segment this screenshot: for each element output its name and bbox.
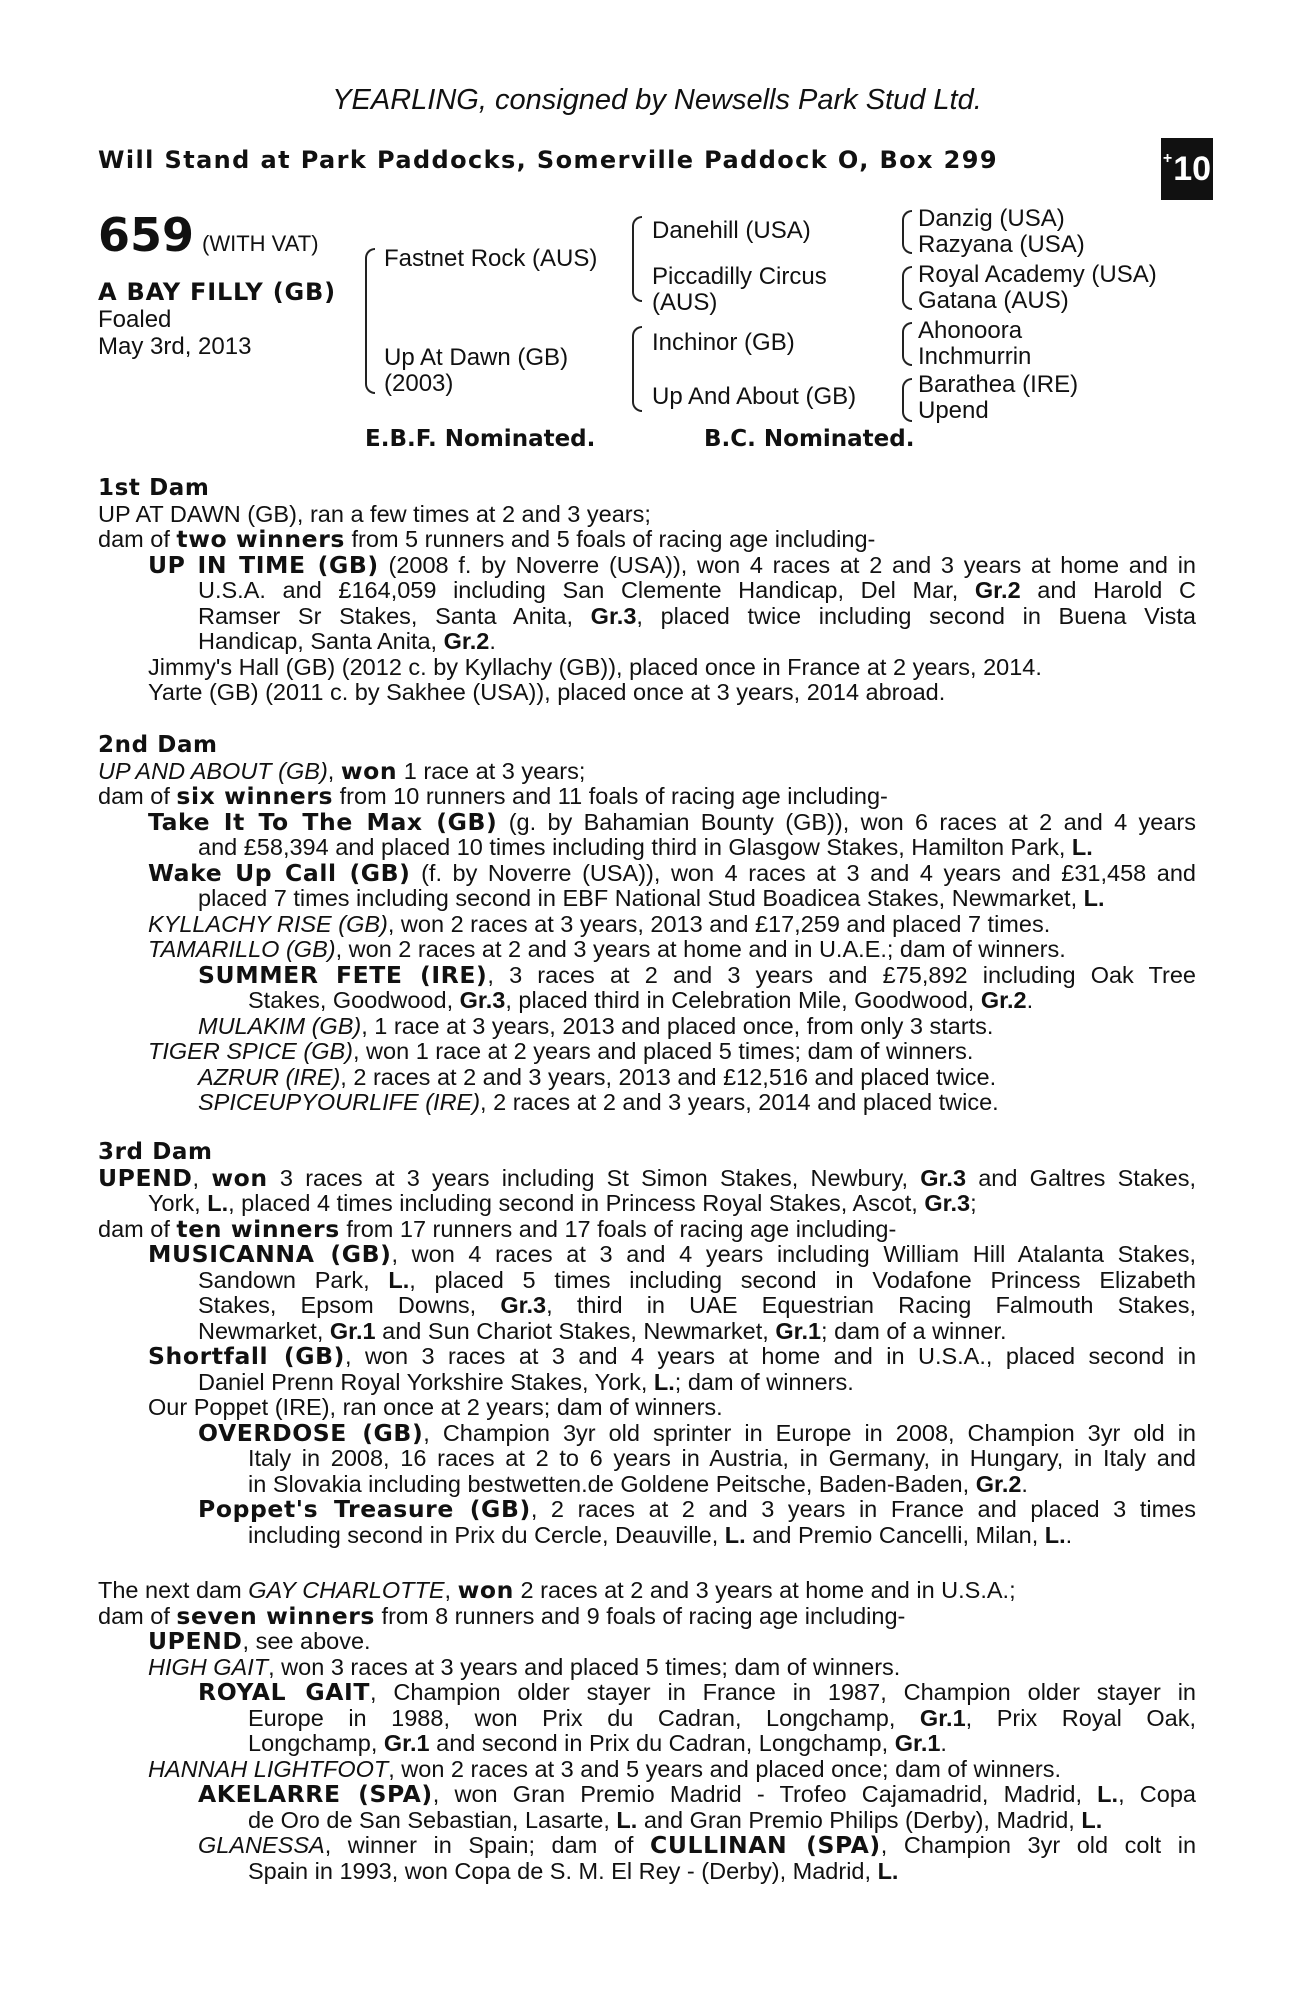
progeny-line: TIGER SPICE (GB), won 1 race at 2 years and placed 5 times; dam of winners.	[148, 1039, 974, 1064]
stand-location: Will Stand at Park Paddocks, Somerville Paddock O, Box 299	[98, 146, 998, 174]
progeny-line: AZRUR (IRE), 2 races at 2 and 3 years, 2013 and £12,516 and placed twice.	[198, 1064, 997, 1090]
dam-line: York, L., placed 4 times including second in Princess Royal Stakes, Ascot, Gr.3;	[148, 1191, 977, 1216]
pedigree-brace-1	[365, 248, 375, 394]
second-dam-section	[98, 733, 1196, 1116]
dam-line: UP AND ABOUT (GB), won 1 race at 3 years;	[98, 758, 586, 784]
section-heading: 3rd Dam	[98, 1140, 213, 1165]
progeny-line: Daniel Prenn Royal Yorkshire Stakes, York, L.; dam of winners.	[198, 1369, 854, 1395]
progeny-line: KYLLACHY RISE (GB), won 2 races at 3 years, 2013 and £17,259 and placed 7 times.	[148, 911, 1051, 937]
progeny-line: and £58,394 and placed 10 times including third in Glasgow Stakes, Hamilton Park, L.	[198, 835, 1093, 860]
dam-line: UPEND, won 3 races at 3 years including St Simon Stakes, Newbury, Gr.3 and Galtres Stakes,	[98, 1165, 1196, 1191]
progeny-line: MULAKIM (GB), 1 race at 3 years, 2013 and placed once, from only 3 starts.	[198, 1013, 994, 1039]
progeny-line: GLANESSA, winner in Spain; dam of CULLINAN (SPA), Champion 3yr old colt in	[198, 1833, 1196, 1859]
grandsire-3: Ahonoora	[918, 317, 1023, 344]
bc-nominated: B.C. Nominated.	[704, 426, 915, 452]
progeny-line: Italy in 2008, 16 races at 2 to 6 years in Austria, in Germany, in Hungary, in Italy and	[248, 1446, 1196, 1471]
progeny-line: Wake Up Call (GB) (f. by Noverre (USA)), won 4 races at 3 and 4 years and £31,458 and	[148, 860, 1196, 886]
progeny-line: Stakes, Goodwood, Gr.3, placed third in Celebration Mile, Goodwood, Gr.2.	[248, 988, 1034, 1013]
lot-number-value: 659	[98, 208, 195, 262]
progeny-line: placed 7 times including second in EBF National Stud Boadicea Stakes, Newmarket, L.	[198, 886, 1105, 911]
sire-dam: Piccadilly Circus	[652, 263, 827, 290]
lot-badge	[1161, 138, 1213, 200]
pedigree-brace-2	[632, 216, 642, 302]
grandsire-4: Barathea (IRE)	[918, 371, 1079, 398]
badge-plus: +	[1162, 150, 1173, 167]
progeny-line: OVERDOSE (GB), Champion 3yr old sprinter in Europe in 2008, Champion 3yr old in	[198, 1420, 1196, 1446]
grandsire-1: Danzig (USA)	[918, 205, 1065, 232]
progeny-line: Stakes, Epsom Downs, Gr.3, third in UAE Equestrian Racing Falmouth Stakes,	[198, 1293, 1196, 1318]
progeny-line: U.S.A. and £164,059 including San Clemente Handicap, Del Mar, Gr.2 and Harold C	[198, 578, 1196, 603]
progeny-line: Newmarket, Gr.1 and Sun Chariot Stakes, Newmarket, Gr.1; dam of a winner.	[198, 1318, 1007, 1344]
progeny-line: in Slovakia including bestwetten.de Goldene Peitsche, Baden-Baden, Gr.2.	[248, 1471, 1028, 1497]
dam-line: dam of seven winners from 8 runners and 9 foals of racing age including-	[98, 1603, 906, 1629]
dam-line: The next dam GAY CHARLOTTE, won 2 races at 2 and 3 years at home and in U.S.A.;	[98, 1578, 1016, 1604]
grandsire-2: Royal Academy (USA)	[918, 261, 1157, 288]
lot-number	[98, 208, 319, 262]
progeny-line: UPEND, see above.	[148, 1629, 371, 1655]
section-heading: 2nd Dam	[98, 733, 218, 758]
dam-sire: Inchinor (GB)	[652, 329, 795, 356]
badge-number: 10	[1173, 149, 1212, 188]
dam-line: dam of ten winners from 17 runners and 17 foals of racing age including-	[98, 1216, 897, 1242]
foaled-date: May 3rd, 2013	[98, 333, 252, 360]
granddam-3: Inchmurrin	[918, 343, 1032, 370]
progeny-line: Take It To The Max (GB) (g. by Bahamian Bounty (GB)), won 6 races at 2 and 4 years	[148, 809, 1196, 835]
progeny-line: UP IN TIME (GB) (2008 f. by Noverre (USA)), won 4 races at 2 and 3 years at home and in	[148, 552, 1196, 578]
granddam-4: Upend	[918, 397, 989, 424]
progeny-line: Europe in 1988, won Prix du Cadran, Longchamp, Gr.1, Prix Royal Oak,	[248, 1705, 1196, 1731]
dam-line: dam of two winners from 5 runners and 5 foals of racing age including-	[98, 527, 876, 553]
vat-label: (WITH VAT)	[202, 231, 319, 256]
progeny-line: HANNAH LIGHTFOOT, won 2 races at 3 and 5 years and placed once; dam of winners.	[148, 1756, 1061, 1782]
progeny-line: Yarte (GB) (2011 c. by Sakhee (USA)), placed once at 3 years, 2014 abroad.	[148, 680, 946, 705]
progeny-line: Ramser Sr Stakes, Santa Anita, Gr.3, placed twice including second in Buena Vista	[198, 603, 1196, 629]
progeny-line: Spain in 1993, won Copa de S. M. El Rey - (Derby), Madrid, L.	[248, 1858, 899, 1884]
progeny-line: Sandown Park, L., placed 5 times including second in Vodafone Princess Elizabeth	[198, 1267, 1196, 1293]
granddam-2: Gatana (AUS)	[918, 287, 1069, 314]
pedigree-brace-6	[902, 322, 912, 366]
dam: Up At Dawn (GB)	[384, 344, 569, 371]
foaled-label: Foaled	[98, 306, 172, 333]
sire-sire: Danehill (USA)	[652, 217, 811, 244]
progeny-line: Longchamp, Gr.1 and second in Prix du Cadran, Longchamp, Gr.1.	[248, 1731, 947, 1756]
progeny-line: Shortfall (GB), won 3 races at 3 and 4 years at home and in U.S.A., placed second in	[148, 1344, 1196, 1370]
progeny-line: TAMARILLO (GB), won 2 races at 2 and 3 years at home and in U.A.E.; dam of winners.	[148, 937, 1066, 962]
progeny-line: Our Poppet (IRE), ran once at 2 years; dam of winners.	[148, 1395, 723, 1420]
progeny-line: HIGH GAIT, won 3 races at 3 years and placed 5 times; dam of winners.	[148, 1654, 901, 1680]
catalogue-subtitle: YEARLING, consigned by Newsells Park Stud Ltd.	[332, 84, 982, 116]
pedigree-brace-5	[902, 266, 912, 310]
progeny-line: de Oro de San Sebastian, Lasarte, L. and Gran Premio Philips (Derby), Madrid, L.	[248, 1807, 1103, 1833]
progeny-line: Jimmy's Hall (GB) (2012 c. by Kyllachy (GB)), placed once in France at 2 years, 2014.	[148, 654, 1042, 680]
progeny-line: SUMMER FETE (IRE), 3 races at 2 and 3 years and £75,892 including Oak Tree	[198, 962, 1196, 988]
first-dam-section	[98, 476, 1196, 706]
granddam-1: Razyana (USA)	[918, 231, 1085, 258]
progeny-line: ROYAL GAIT, Champion older stayer in France in 1987, Champion older stayer in	[198, 1680, 1196, 1706]
ebf-nominated: E.B.F. Nominated.	[365, 426, 596, 452]
progeny-line: MUSICANNA (GB), won 4 races at 3 and 4 years including William Hill Atalanta Stakes,	[148, 1242, 1196, 1268]
progeny-line: Poppet's Treasure (GB), 2 races at 2 and 3 years in France and placed 3 times	[198, 1497, 1196, 1523]
third-dam-section	[98, 1140, 1196, 1548]
progeny-line: Handicap, Santa Anita, Gr.2.	[198, 629, 496, 654]
progeny-line: AKELARRE (SPA), won Gran Premio Madrid - Trofeo Cajamadrid, Madrid, L., Copa	[198, 1782, 1196, 1808]
dam-line: dam of six winners from 10 runners and 11 foals of racing age including-	[98, 784, 888, 810]
next-dam-section	[98, 1578, 1196, 1884]
lot-description: A BAY FILLY (GB)	[98, 278, 336, 306]
progeny-line: SPICEUPYOURLIFE (IRE), 2 races at 2 and 3 years, 2014 and placed twice.	[198, 1090, 999, 1115]
pedigree-brace-4	[902, 210, 912, 254]
dam-dam: Up And About (GB)	[652, 383, 857, 410]
dam-year: (2003)	[384, 370, 454, 397]
section-heading: 1st Dam	[98, 476, 210, 501]
dam-line: UP AT DAWN (GB), ran a few times at 2 and 3 years;	[98, 501, 651, 527]
progeny-line: including second in Prix du Cercle, Deauville, L. and Premio Cancelli, Milan, L..	[248, 1522, 1073, 1548]
pedigree-brace-3	[632, 326, 642, 412]
sire-dam-country: (AUS)	[652, 289, 718, 316]
sire: Fastnet Rock (AUS)	[384, 245, 598, 272]
pedigree-brace-7	[902, 378, 912, 422]
